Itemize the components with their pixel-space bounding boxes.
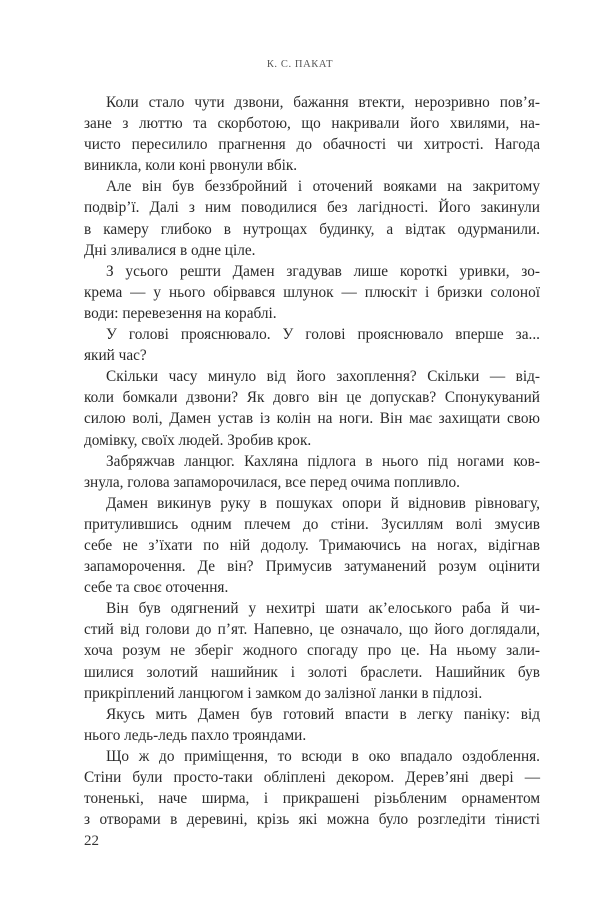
text-line: силою волі, Дамен устав із колін на ноги. Він має захищати свою bbox=[84, 410, 540, 428]
text-line: себе не з’їхати по ній додолу. Тримаючись на ногах, відігнав bbox=[84, 536, 540, 554]
text-line: себе та своє оточення. bbox=[84, 579, 229, 597]
text-line: подвір’ї. Далі з ним поводилися без лагідності. Його закинули bbox=[84, 199, 540, 217]
running-header: К. С. ПАКАТ bbox=[266, 59, 334, 70]
text-line: Скільки часу минуло від його захоплення? Скільки — від- bbox=[106, 368, 540, 386]
text-line: знула, голова запаморочилася, все перед очима попливло. bbox=[84, 473, 460, 491]
paragraph bbox=[84, 451, 540, 493]
text-line: Дні зливалися в одне ціле. bbox=[84, 241, 256, 259]
text-line: тоненькі, наче ширма, і прикрашені різьбленим орнаментом bbox=[84, 790, 540, 808]
page-number: 22 bbox=[84, 833, 99, 849]
paragraph bbox=[84, 493, 540, 598]
text-line: крема — у нього обірвався шлунок — плюскіт і бризки солоної bbox=[84, 283, 540, 301]
text-line: Забряжчав ланцюг. Кахляна підлога в нього під ногами ков- bbox=[106, 452, 540, 470]
text-line: чисто пересилило прагнення до обачності чи хитрості. Нагода bbox=[84, 136, 540, 154]
text-line: З усього решти Дамен згадував лише короткі уривки, зо- bbox=[106, 262, 540, 280]
paragraph bbox=[84, 598, 540, 703]
text-line: Він був одягнений у нехитрі шати ак’елоського раба й чи- bbox=[106, 600, 540, 618]
text-line: У голові прояснювало. У голові прояснювало вперше за... bbox=[106, 326, 540, 344]
text-line: води: перевезення на кораблі. bbox=[84, 304, 277, 322]
text-line: Якусь мить Дамен був готовий впасти в легку паніку: від bbox=[106, 705, 540, 723]
paragraph bbox=[84, 366, 540, 450]
text-line: стий від голови до п’ят. Напевно, це означало, що його доглядали, bbox=[84, 621, 540, 639]
text-line: нього ледь-ледь пахло трояндами. bbox=[84, 726, 307, 744]
paragraph bbox=[84, 261, 540, 324]
text-line: Але він був беззбройний і оточений вояками на закритому bbox=[106, 178, 540, 196]
text-line: виникла, коли коні рвонули вбік. bbox=[84, 157, 298, 175]
paragraph bbox=[84, 324, 540, 366]
text-line: запаморочення. Де він? Примусив затуманений розум оцінити bbox=[84, 558, 540, 576]
body-text bbox=[84, 92, 540, 830]
text-line: Стіни були просто-таки обліплені декором. Дерев’яні двері — bbox=[84, 769, 540, 786]
paragraph bbox=[84, 704, 540, 746]
text-line: хоча розум не зберіг жодного спогаду про це. На ньому зали- bbox=[84, 642, 540, 660]
text-line: шилися золотий нашийник і золоті браслети. Нашийник був bbox=[84, 663, 540, 681]
text-line: коли бомкали дзвони? Як довго він це допускав? Спонукуваний bbox=[84, 389, 540, 407]
paragraph bbox=[84, 176, 540, 260]
text-line: притулившись одним плечем до стіни. Зусиллям волі змусив bbox=[84, 515, 540, 533]
text-line: домівку, своїх людей. Зробив крок. bbox=[84, 431, 312, 449]
paragraph bbox=[84, 746, 540, 830]
text-line: в камеру глибоко в нутрощах будинку, а відтак одурманили. bbox=[84, 220, 540, 238]
text-line: зане з люттю та скорботою, що накривали його хвилями, на- bbox=[84, 115, 540, 133]
text-line: Що ж до приміщення, то всюди в око впадало оздоблення. bbox=[106, 747, 540, 765]
text-line: Дамен викинув руку в пошуках опори й відновив рівновагу, bbox=[106, 494, 540, 512]
text-line: Коли стало чути дзвони, бажання втекти, нерозривно пов’я- bbox=[106, 94, 540, 111]
text-line: прикріплений ланцюгом і замком до залізної ланки в підлозі. bbox=[84, 684, 483, 702]
paragraph bbox=[84, 92, 540, 176]
text-line: з отворами в деревині, крізь які можна було розгледіти тінисті bbox=[84, 811, 540, 829]
text-line: який час? bbox=[84, 347, 147, 365]
